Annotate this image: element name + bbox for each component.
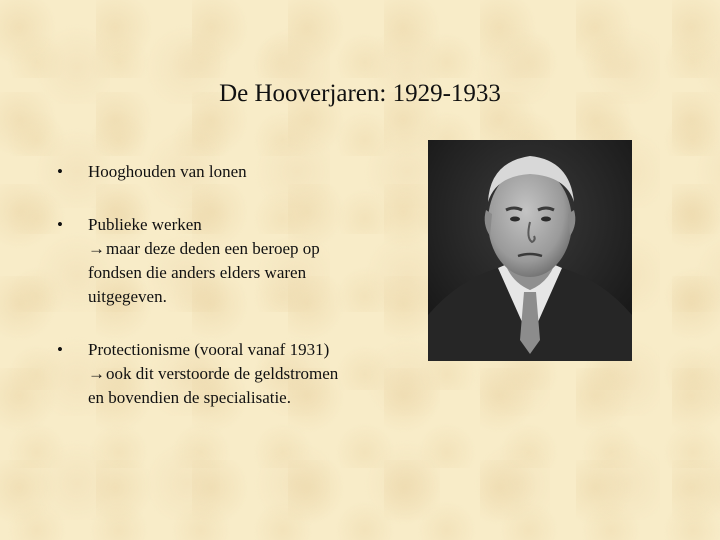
bullet-text: Hooghouden van lonen [88, 162, 247, 181]
bullet-text: fondsen die anders elders waren [88, 263, 307, 282]
bullet-text: ook dit verstoorde de geldstromen [106, 364, 339, 383]
right-arrow-icon: → [88, 239, 105, 258]
bullet-list [57, 160, 402, 439]
bullet-item [57, 213, 402, 309]
portrait-photo [428, 140, 632, 361]
bullet-subline [88, 362, 402, 386]
bullet-dot: • [57, 340, 63, 359]
right-arrow-icon: → [88, 364, 105, 383]
bullet-item [57, 338, 402, 410]
portrait-illustration [428, 140, 632, 361]
bullet-text: Publieke werken [88, 215, 202, 234]
bullet-item [57, 160, 402, 184]
right-eye [541, 217, 551, 222]
bullet-text: Protectionisme (vooral vanaf 1931) [88, 340, 330, 359]
bullet-dot: • [57, 215, 63, 234]
slide-title: De Hooverjaren: 1929-1933 [219, 80, 501, 107]
bullet-text: en bovendien de specialisatie. [88, 388, 291, 407]
bullet-text: uitgegeven. [88, 287, 167, 306]
bullet-subline [88, 237, 402, 261]
left-eye [510, 217, 520, 222]
bullet-text: maar deze deden een beroep op [106, 239, 320, 258]
bullet-dot: • [57, 162, 63, 181]
